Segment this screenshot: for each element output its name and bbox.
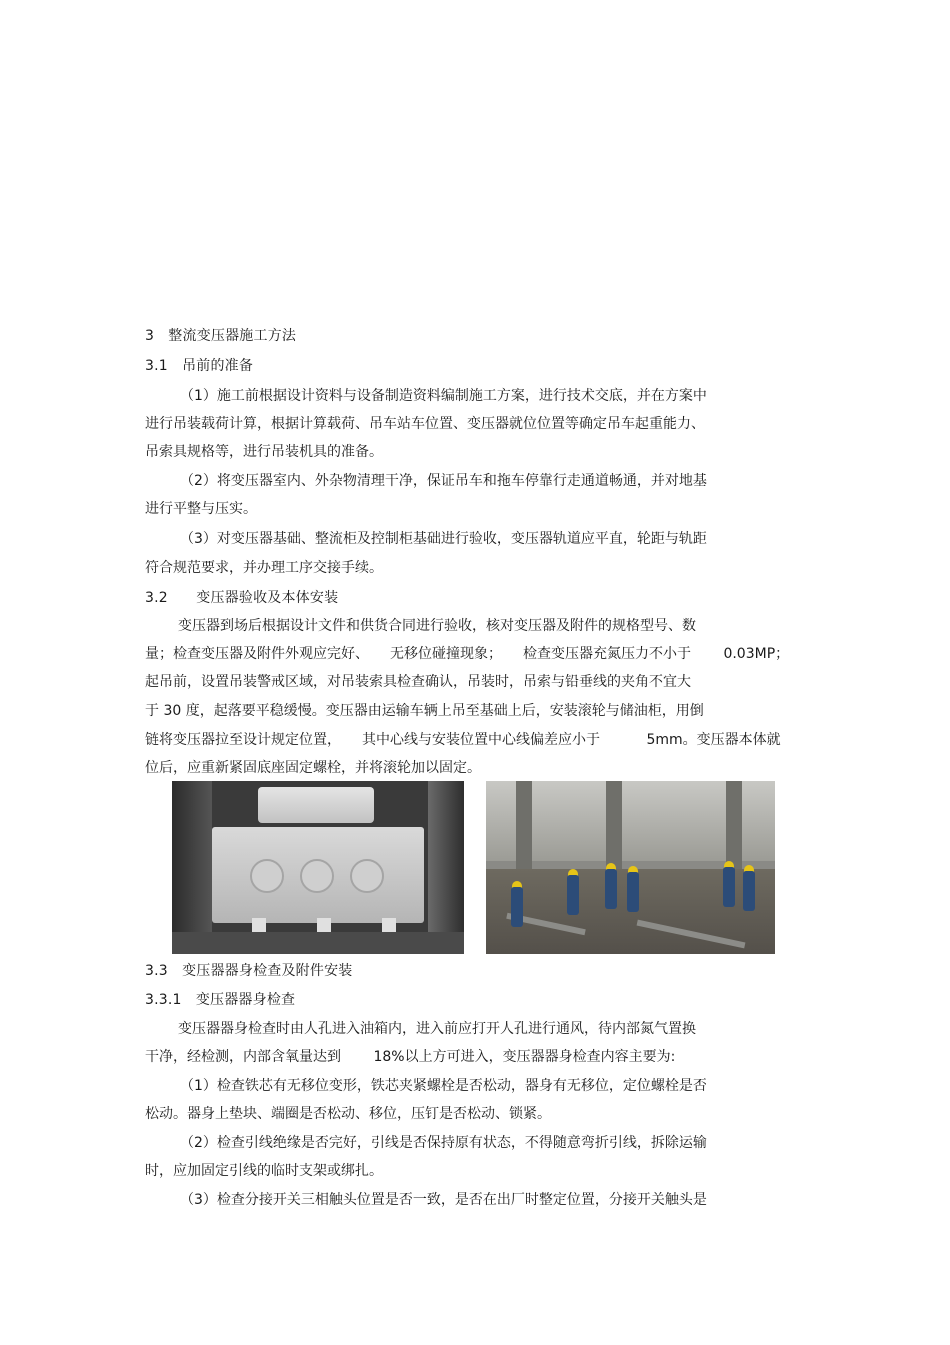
paragraph-line: （2）将变压器室内、外杂物清理干净，保证吊车和拖车停靠行走通道畅通，并对地基	[180, 473, 707, 489]
paragraph-line: 链将变压器拉至设计规定位置， 其中心线与安装位置中心线偏差应小于 5mm。变压器本体就	[145, 732, 781, 748]
paragraph-line: 松动。器身上垫块、端圈是否松动、移位，压钉是否松动、锁紧。	[145, 1106, 551, 1122]
paragraph-line: （3）对变压器基础、整流柜及控制柜基础进行验收，变压器轨道应平直，轮距与轨距	[180, 531, 707, 547]
transformer-photo	[172, 781, 464, 954]
paragraph-line: 时，应加固定引线的临时支架或绑扎。	[145, 1163, 383, 1179]
paragraph-line: 变压器到场后根据设计文件和供货合同进行验收，核对变压器及附件的规格型号、数	[178, 618, 696, 634]
paragraph-line: （1）施工前根据设计资料与设备制造资料编制施工方案，进行技术交底，并在方案中	[180, 388, 707, 404]
paragraph-line: 进行平整与压实。	[145, 501, 257, 517]
section-heading-3-3-1: 3.3.1 变压器器身检查	[145, 992, 296, 1008]
paragraph-line: 进行吊装载荷计算，根据计算载荷、吊车站车位置、变压器就位位置等确定吊车起重能力、	[145, 416, 705, 432]
paragraph-line: 吊索具规格等，进行吊装机具的准备。	[145, 444, 383, 460]
paragraph-line: 位后，应重新紧固底座固定螺栓，并将滚轮加以固定。	[145, 760, 481, 776]
section-heading-3-2: 3.2 变压器验收及本体安装	[145, 590, 339, 606]
paragraph-line: 量；检查变压器及附件外观应完好、 无移位碰撞现象； 检查变压器充氮压力不小于 0.03MP；	[145, 646, 790, 662]
paragraph-line: （3）检查分接开关三相触头位置是否一致，是否在出厂时整定位置，分接开关触头是	[180, 1192, 707, 1208]
section-heading-3-1: 3.1 吊前的准备	[145, 358, 254, 374]
paragraph-line: 符合规范要求，并办理工序交接手续。	[145, 560, 383, 576]
section-heading-3-3: 3.3 变压器器身检查及附件安装	[145, 963, 353, 979]
paragraph-line: 起吊前，设置吊装警戒区域，对吊装索具检查确认，吊装时，吊索与铅垂线的夹角不宜大	[145, 674, 691, 690]
paragraph-line: （2）检查引线绝缘是否完好，引线是否保持原有状态，不得随意弯折引线，拆除运输	[180, 1135, 707, 1151]
installation-site-photo	[486, 781, 775, 954]
paragraph-line: （1）检查铁芯有无移位变形，铁芯夹紧螺栓是否松动，器身有无移位，定位螺栓是否	[180, 1078, 707, 1094]
paragraph-line: 干净，经检测，内部含氧量达到 18%以上方可进入，变压器器身检查内容主要为:	[145, 1049, 676, 1065]
section-heading-3: 3 整流变压器施工方法	[145, 328, 297, 344]
paragraph-line: 于 30 度，起落要平稳缓慢。变压器由运输车辆上吊至基础上后，安装滚轮与储油柜，用倒	[145, 703, 704, 719]
paragraph-line: 变压器器身检查时由人孔进入油箱内，进入前应打开人孔进行通风，待内部氮气置换	[178, 1021, 696, 1037]
